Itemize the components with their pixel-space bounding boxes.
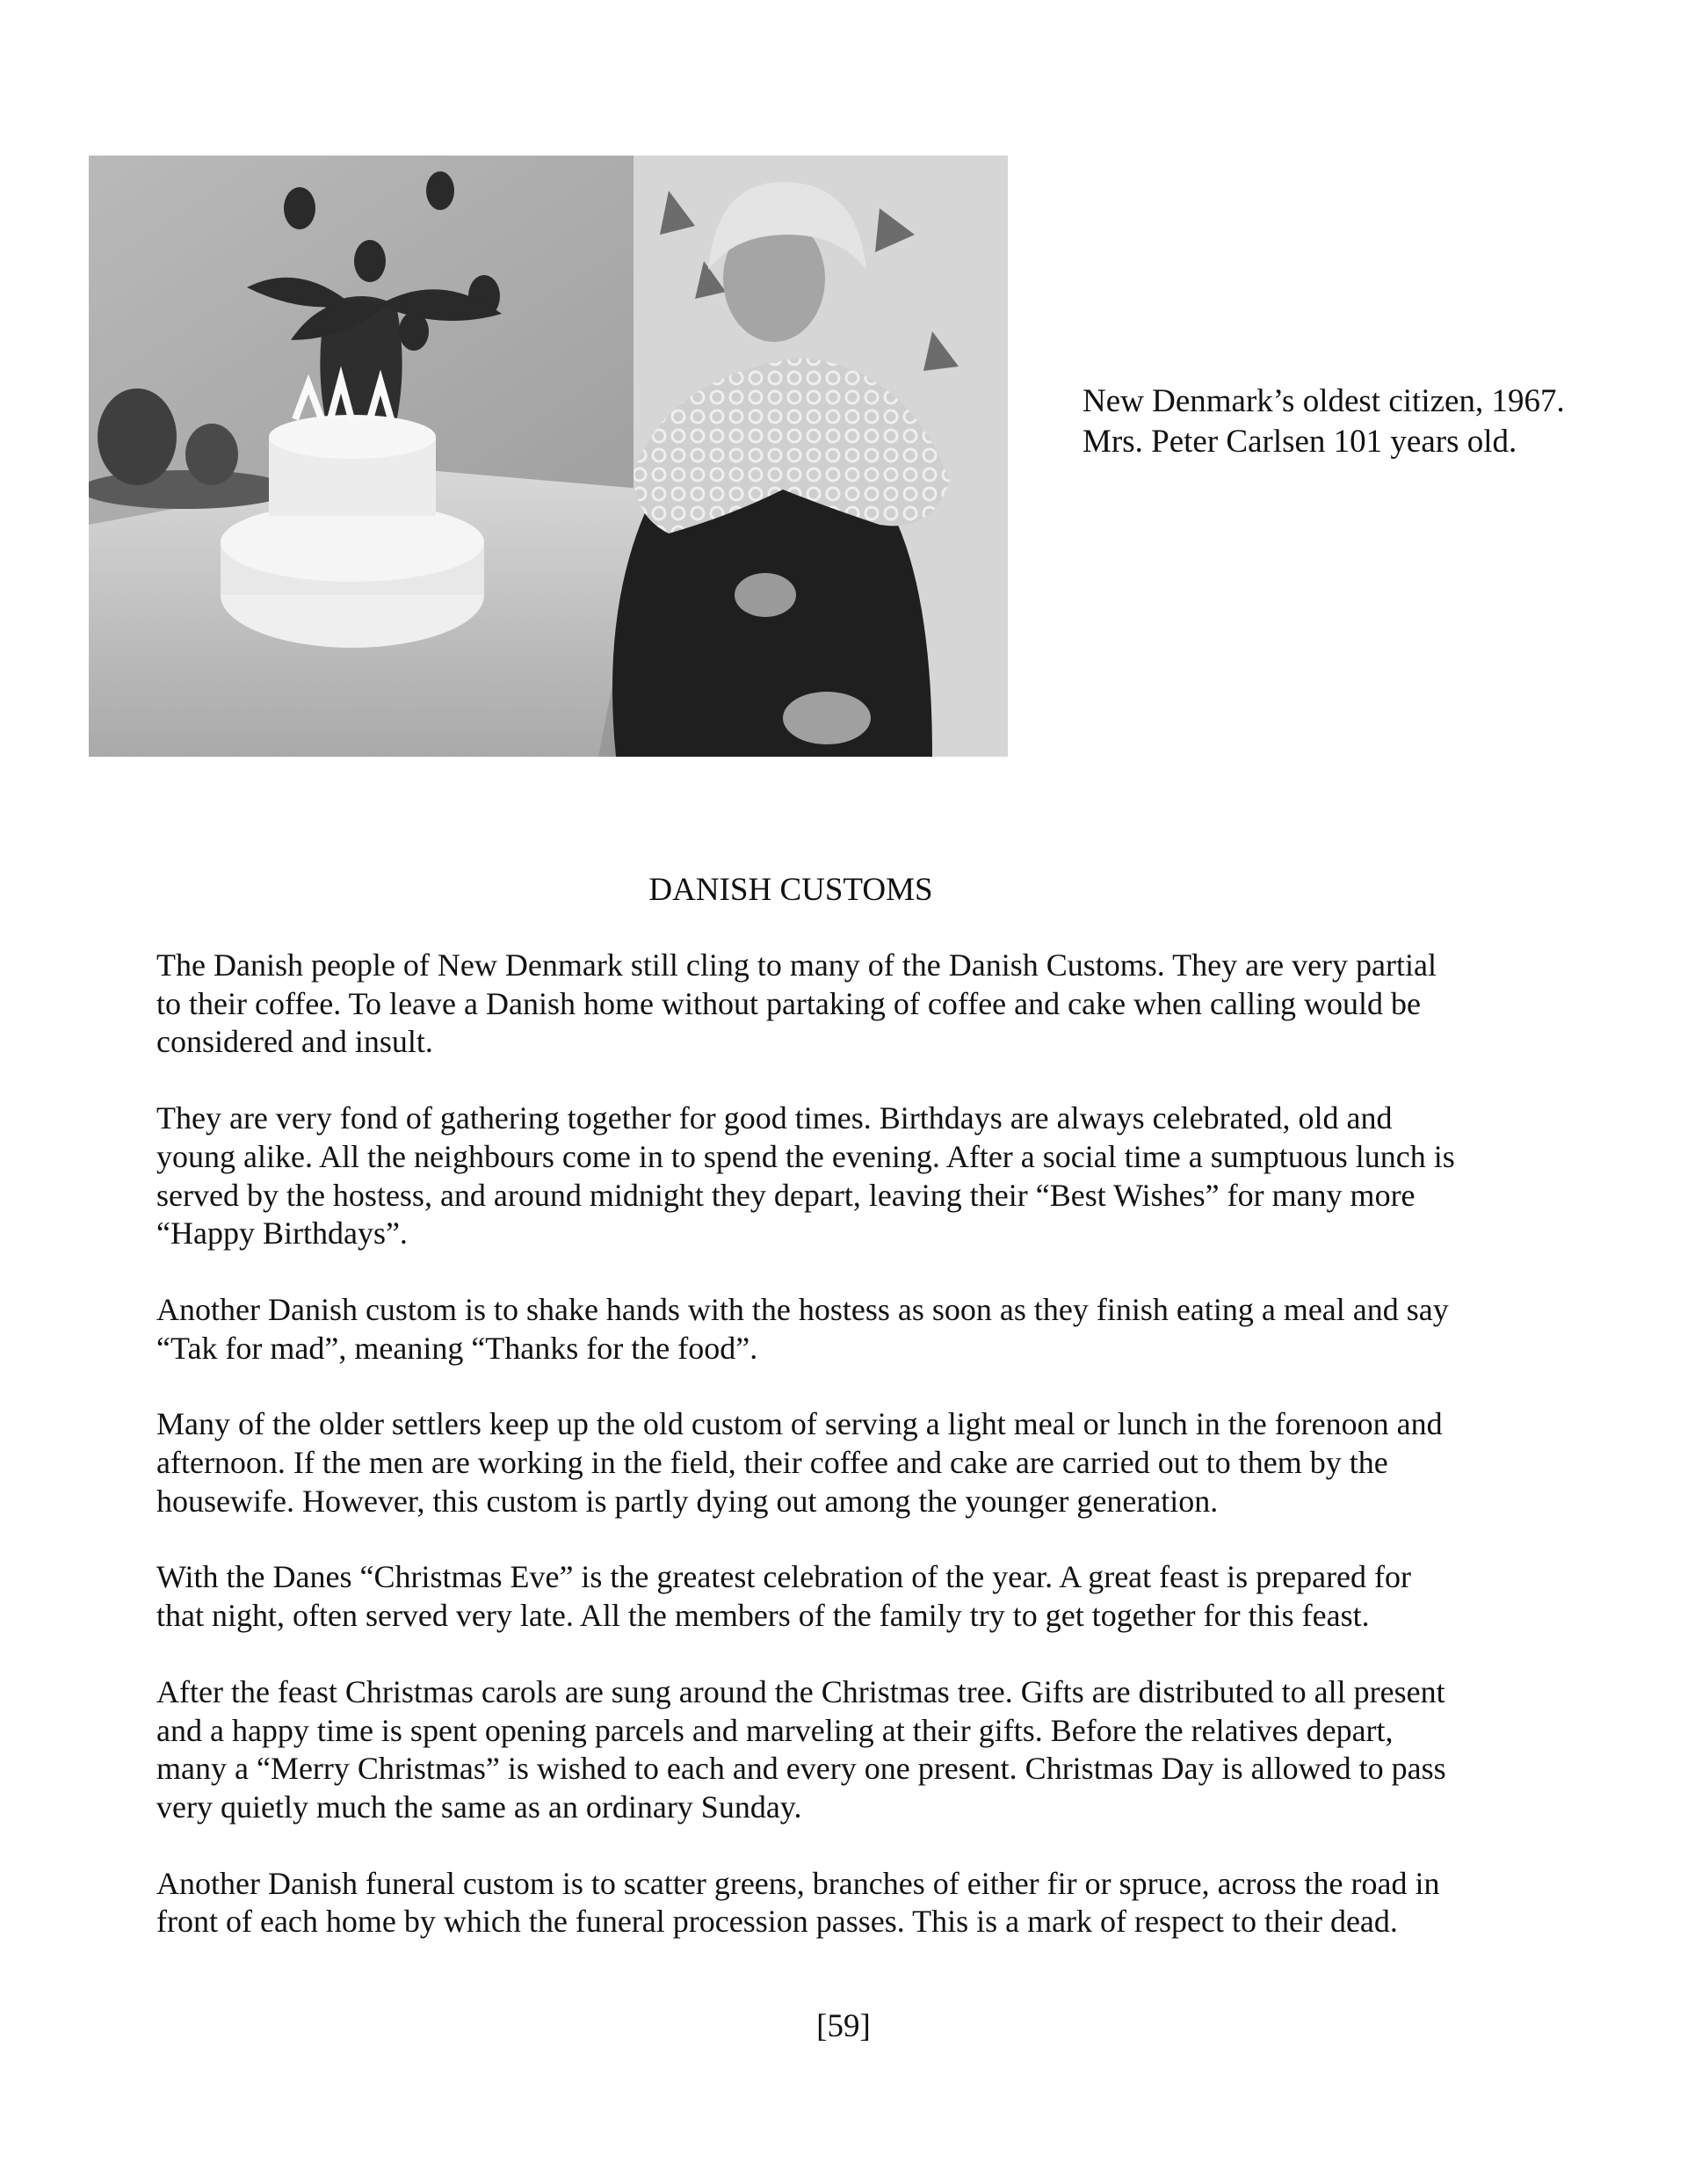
article-body bbox=[156, 947, 1545, 1979]
text-line: Another Danish custom is to shake hands with the hostess as soon as they finish eating a meal and say bbox=[156, 1291, 1449, 1327]
text-line: to their coffee. To leave a Danish home without partaking of coffee and cake when calling would be bbox=[156, 985, 1421, 1021]
text-line: young alike. All the neighbours come in to spend the evening. After a social time a sumptuous lunch is bbox=[156, 1138, 1455, 1174]
text-line: housewife. However, this custom is partly dying out among the younger generation. bbox=[156, 1483, 1219, 1519]
text-line: “Happy Birthdays”. bbox=[156, 1215, 408, 1252]
text-line: After the feast Christmas carols are sung around the Christmas tree. Gifts are distributed to all present bbox=[156, 1673, 1445, 1709]
paragraph bbox=[156, 1405, 1545, 1520]
paragraph bbox=[156, 1673, 1545, 1827]
text-line: “Tak for mad”, meaning “Thanks for the food”. bbox=[156, 1330, 758, 1366]
paragraph bbox=[156, 1291, 1545, 1368]
text-line: very quietly much the same as an ordinary Sunday. bbox=[156, 1789, 802, 1825]
text-line: many a “Merry Christmas” is wished to each and every one present. Christmas Day is allowed to pass bbox=[156, 1751, 1446, 1787]
paragraph bbox=[156, 1558, 1545, 1635]
photograph-elderly-woman-birthday-cake-icon bbox=[89, 156, 1008, 757]
text-line: and a happy time is spent opening parcels and marveling at their gifts. Before the relatives depart, bbox=[156, 1712, 1394, 1748]
page-number: [59] bbox=[816, 2008, 871, 2044]
paragraph bbox=[156, 1099, 1545, 1253]
text-line: that night, often served very late. All the members of the family try to get together for this feast. bbox=[156, 1598, 1370, 1634]
text-line: Another Danish funeral custom is to scatter greens, branches of either fir or spruce, across the road in bbox=[156, 1865, 1440, 1901]
photo-caption bbox=[1082, 381, 1610, 462]
photograph bbox=[89, 156, 1008, 757]
caption-line: Mrs. Peter Carlsen 101 years old. bbox=[1082, 424, 1517, 460]
text-line: Many of the older settlers keep up the old custom of serving a light meal or lunch in the forenoon and bbox=[156, 1406, 1443, 1442]
text-line: The Danish people of New Denmark still cling to many of the Danish Customs. They are very partial bbox=[156, 947, 1437, 983]
text-line: served by the hostess, and around midnight they depart, leaving their “Best Wishes” for many more bbox=[156, 1177, 1415, 1213]
text-line: With the Danes “Christmas Eve” is the greatest celebration of the year. A great feast is prepared for bbox=[156, 1559, 1412, 1595]
text-line: They are very fond of gathering together for good times. Birthdays are always celebrated, old and bbox=[156, 1100, 1393, 1136]
text-line: afternoon. If the men are working in the field, their coffee and cake are carried out to them by the bbox=[156, 1445, 1388, 1481]
paragraph bbox=[156, 1865, 1545, 1941]
caption-line: New Denmark’s oldest citizen, 1967. bbox=[1082, 383, 1565, 419]
text-line: considered and insult. bbox=[156, 1024, 433, 1060]
text-line: front of each home by which the funeral procession passes. This is a mark of respect to their dead. bbox=[156, 1904, 1398, 1940]
paragraph bbox=[156, 947, 1545, 1062]
section-title: DANISH CUSTOMS bbox=[648, 872, 933, 908]
